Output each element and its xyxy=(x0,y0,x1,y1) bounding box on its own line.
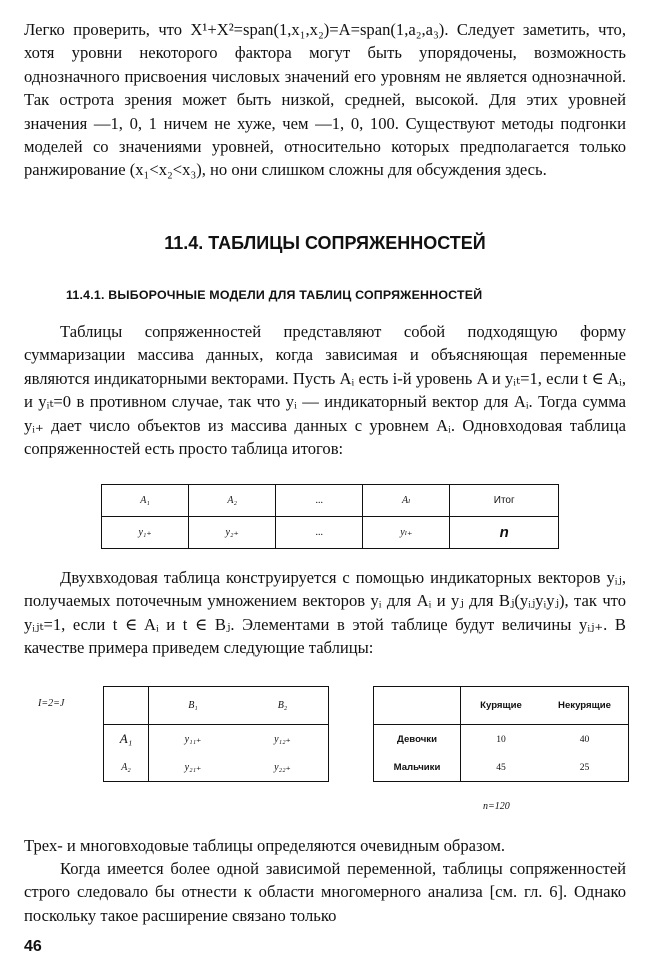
table-cell: y₂₂₊ xyxy=(237,753,329,782)
table-cell: 45 xyxy=(461,753,542,782)
paragraph-two-way: Двухвходовая таблица конструируется с помощью индикаторных векторов yᵢⱼ, получаемых поточечным умножением векторов yᵢ для Aᵢ и yⱼ для Bⱼ(yᵢⱼyᵢyⱼ), так что yᵢⱼₜ=1, если t ∈ Aᵢ и t ∈ Bⱼ. Элементами в этой таблице будут величины yᵢⱼ₊. В качестве примера приведем следующие таблицы: xyxy=(24,568,626,658)
table-header-row xyxy=(104,687,329,725)
table-cell: A₂ xyxy=(189,485,276,517)
paragraph-contingency: Таблицы сопряженностей представляют собой подходящую форму суммаризации массива данных, когда зависимая и объясняющая переменные являются индикаторными векторами. Пусть Aᵢ есть i-й уровень A и yᵢₜ=1, если t ∈ Aᵢ, и yᵢₜ=0 в противном случае, так что yᵢ — индикаторный вектор для Aᵢ. Тогда сумма yᵢ₊ дает число объектов из массива данных с уровнем Aᵢ. Одновходовая таблица сопряженностей есть просто таблица итогов: xyxy=(24,322,626,459)
table-row xyxy=(102,517,559,549)
table-cell: B₂ xyxy=(237,687,329,725)
table-row xyxy=(104,753,329,782)
table-cell: 25 xyxy=(541,753,629,782)
page-number: 46 xyxy=(24,938,42,955)
section-title: 11.4. ТАБЛИЦЫ СОПРЯЖЕННОСТЕЙ xyxy=(164,233,486,253)
sample-size-note: n=120 xyxy=(483,801,510,812)
smoking-table xyxy=(373,686,629,782)
paragraph-intro: Легко проверить, что X¹+X²=span(1,x₁,x₂)=A=span(1,a₂,a₃). Следует заметить, что, хотя уровни некоторого фактора могут быть упорядочены, возможность однозначного присвоения числовых значений его уровням не является однозначной. Так острота зрения может быть низкой, средней, высокой. Для этих уровней значения —1, 0, 1 ничем не хуже, чем —1, 0, 100. Существуют методы подгонки моделей со значениями уровней, относительно которых предполагается только ранжирование (x₁<x₂<x₃), но они слишком сложны для обсуждения здесь. xyxy=(24,20,626,180)
paragraph-multivariate: Когда имеется более одной зависимой переменной, таблицы сопряженностей строго следовало бы отнести к области многомерного анализа [см. гл. 6]. Однако поскольку такое расширение связано только xyxy=(24,859,626,925)
table-cell: Курящие xyxy=(461,687,542,725)
subsection-title: 11.4.1. ВЫБОРОЧНЫЕ МОДЕЛИ ДЛЯ ТАБЛИЦ СОПРЯЖЕННОСТЕЙ xyxy=(66,288,483,302)
table-cell: n xyxy=(450,517,559,549)
table-cell: y₁₁₊ xyxy=(149,725,238,754)
table-cell: Aₗ xyxy=(363,485,450,517)
table-cell: y₁₂₊ xyxy=(237,725,329,754)
table-cell: y₁₊ xyxy=(102,517,189,549)
table-cell: Некурящие xyxy=(541,687,629,725)
table-cell: A₁ xyxy=(104,725,149,754)
table-cell: ... xyxy=(276,485,363,517)
table-dimension-label: I=2=J xyxy=(38,698,65,709)
table-cell: 10 xyxy=(461,725,542,754)
one-way-table xyxy=(101,484,559,549)
table-cell xyxy=(374,687,461,725)
table-cell: yₗ₊ xyxy=(363,517,450,549)
two-way-table xyxy=(103,686,329,782)
table-cell: Девочки xyxy=(374,725,461,754)
table-cell: Мальчики xyxy=(374,753,461,782)
table-cell: A₂ xyxy=(104,753,149,782)
table-cell: y₂₊ xyxy=(189,517,276,549)
table-cell xyxy=(104,687,149,725)
table-row xyxy=(104,725,329,754)
paragraph-multiway: Трех- и многовходовые таблицы определяются очевидным образом. xyxy=(24,836,506,855)
table-cell: Итог xyxy=(450,485,559,517)
table-cell: B₁ xyxy=(149,687,238,725)
table-row xyxy=(374,725,629,754)
table-header-row xyxy=(374,687,629,725)
table-cell: ... xyxy=(276,517,363,549)
table-cell: A₁ xyxy=(102,485,189,517)
table-cell: y₂₁₊ xyxy=(149,753,238,782)
table-row xyxy=(374,753,629,782)
table-header-row xyxy=(102,485,559,517)
table-cell: 40 xyxy=(541,725,629,754)
